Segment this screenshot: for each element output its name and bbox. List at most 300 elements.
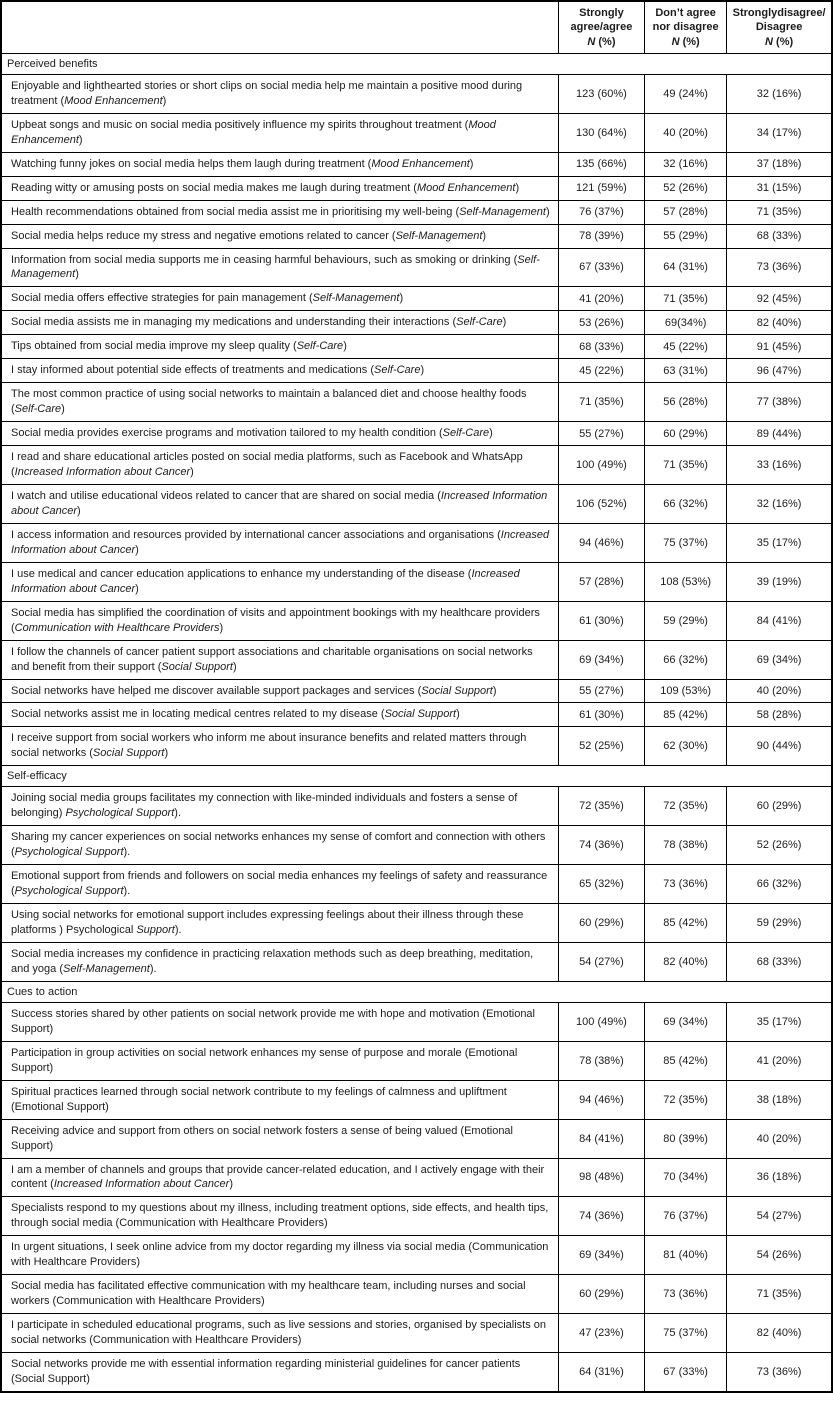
statement-segment: ): [515, 181, 520, 194]
value-strongly-agree: 53 (26%): [558, 311, 644, 335]
value-disagree: 32 (16%): [727, 74, 832, 113]
statement-segment: I use medical and cancer education applications to enhance my understanding of the disease (: [11, 567, 472, 580]
n-symbol: N: [587, 35, 596, 48]
statement-text: [1, 287, 558, 311]
table-header: [1, 1, 832, 53]
value-neutral: 75 (37%): [645, 1314, 727, 1353]
statement-category-italic: Increased Information about Cancer: [11, 528, 550, 556]
table-row: [1, 727, 832, 766]
statement-segment: ): [232, 660, 237, 673]
statement-category-italic: Self-Care: [14, 403, 62, 416]
value-disagree: 91 (45%): [727, 335, 832, 359]
statement-text: [1, 1158, 558, 1197]
statement-category-italic: Increased Information about Cancer: [53, 1178, 230, 1191]
statement-category-italic: Social Support: [384, 708, 457, 721]
value-strongly-agree: 135 (66%): [558, 152, 644, 176]
statement-segment: The most common practice of using social networks to maintain a balanced diet and choose healthy foods (: [11, 388, 527, 416]
table-body: [1, 53, 832, 1392]
table-row: [1, 200, 832, 224]
value-disagree: 33 (16%): [727, 446, 832, 485]
table-row: [1, 679, 832, 703]
value-disagree: 71 (35%): [727, 1275, 832, 1314]
value-disagree: 89 (44%): [727, 422, 832, 446]
statement-text: [1, 176, 558, 200]
value-disagree: 68 (33%): [727, 224, 832, 248]
column-header-n-label: [647, 35, 724, 49]
statement-segment: ): [164, 747, 169, 760]
table-row: [1, 1041, 832, 1080]
statement-text: [1, 601, 558, 640]
table-row: [1, 1080, 832, 1119]
statement-segment: ): [545, 205, 550, 218]
statement-text: [1, 248, 558, 287]
table-row: [1, 176, 832, 200]
n-percent-label: (%): [773, 35, 794, 48]
table-row: [1, 359, 832, 383]
table-row: [1, 1236, 832, 1275]
value-strongly-agree: 54 (27%): [558, 942, 644, 981]
statement-text: [1, 727, 558, 766]
value-neutral: 70 (34%): [645, 1158, 727, 1197]
value-neutral: 81 (40%): [645, 1236, 727, 1275]
statement-text: [1, 485, 558, 524]
statement-text: [1, 1119, 558, 1158]
value-strongly-agree: 84 (41%): [558, 1119, 644, 1158]
value-neutral: 73 (36%): [645, 865, 727, 904]
statement-segment: ): [492, 684, 497, 697]
statement-category-italic: Increased Information about Cancer: [11, 490, 548, 517]
value-strongly-agree: 74 (36%): [558, 1197, 644, 1236]
table-row: [1, 826, 832, 865]
column-header-label: Strongly agree/agree: [570, 7, 633, 34]
value-strongly-agree: 52 (25%): [558, 727, 644, 766]
statement-text: [1, 1041, 558, 1080]
value-neutral: 85 (42%): [645, 703, 727, 727]
statement-category-italic: Self-Care: [296, 340, 344, 353]
value-disagree: 52 (26%): [727, 826, 832, 865]
statement-category-italic: Social Support: [161, 660, 233, 673]
statement-text: [1, 311, 558, 335]
statement-category-italic: Self-Management: [395, 229, 483, 242]
value-strongly-agree: 55 (27%): [558, 679, 644, 703]
table-row: [1, 311, 832, 335]
value-neutral: 52 (26%): [645, 176, 727, 200]
statement-segment: Social media increases my confidence in practicing relaxation methods such as deep breathing, meditation, and yoga (: [11, 947, 534, 975]
statement-segment: ): [135, 543, 139, 556]
value-neutral: 85 (42%): [645, 1041, 727, 1080]
value-neutral: 69(34%): [645, 311, 727, 335]
column-header-label: Stronglydisagree/ Disagree: [732, 7, 826, 34]
table-row: [1, 1314, 832, 1353]
table-row: [1, 335, 832, 359]
value-strongly-agree: 121 (59%): [558, 176, 644, 200]
statement-category-italic: Self-Management: [62, 962, 150, 975]
statement-category-italic: Communication with Healthcare Providers: [14, 621, 220, 634]
value-strongly-agree: 60 (29%): [558, 1275, 644, 1314]
table-row: [1, 640, 832, 679]
statement-text: [1, 1353, 558, 1392]
statement-category-italic: Self-Care: [456, 316, 503, 329]
value-neutral: 49 (24%): [645, 74, 727, 113]
table-row: [1, 422, 832, 446]
statement-text: [1, 359, 558, 383]
statement-segment: Information from social media supports me in ceasing harmful behaviours, such as smoking or drinking (: [11, 253, 518, 266]
statement-segment: Social media assists me in managing my medications and understanding their interactions (: [11, 316, 457, 329]
table-row: [1, 446, 832, 485]
value-neutral: 56 (28%): [645, 383, 727, 422]
statement-column-header: [1, 1, 558, 53]
value-disagree: 35 (17%): [727, 523, 832, 562]
statement-segment: Social networks provide me with essential information regarding ministerial guidelines for cancer patients (Social Support): [11, 1358, 521, 1385]
value-strongly-agree: 106 (52%): [558, 485, 644, 524]
value-neutral: 85 (42%): [645, 904, 727, 943]
statement-segment: Success stories shared by other patients on social network provide me with hope and motivation (Emotional Support): [11, 1007, 535, 1035]
statement-segment: ): [219, 621, 224, 634]
value-disagree: 38 (18%): [727, 1080, 832, 1119]
statement-segment: Using social networks for emotional support includes expressing feelings about their illness through these platforms ) Psychological: [11, 909, 524, 937]
section-label: Self-efficacy: [1, 766, 832, 787]
value-disagree: 71 (35%): [727, 200, 832, 224]
table-row: [1, 113, 832, 152]
statement-segment: Social networks have helped me discover available support packages and services (: [11, 684, 422, 697]
table-row: [1, 865, 832, 904]
statement-segment: ): [489, 427, 493, 440]
table-row: [1, 1119, 832, 1158]
statement-segment: I read and share educational articles posted on social media platforms, such as Facebook and WhatsApp (: [11, 451, 523, 479]
table-row: [1, 224, 832, 248]
n-percent-label: (%): [679, 35, 700, 48]
n-symbol: N: [765, 35, 773, 48]
value-disagree: 35 (17%): [727, 1002, 832, 1041]
value-neutral: 66 (32%): [645, 640, 727, 679]
value-disagree: 60 (29%): [727, 787, 832, 826]
statement-segment: I am a member of channels and groups that provide cancer-related education, and I actively engage with their content (: [11, 1163, 545, 1191]
statement-text: [1, 1236, 558, 1275]
value-neutral: 73 (36%): [645, 1275, 727, 1314]
statement-segment: ): [482, 229, 487, 242]
statement-text: [1, 1080, 558, 1119]
value-disagree: 73 (36%): [727, 1353, 832, 1392]
value-neutral: 72 (35%): [645, 787, 727, 826]
value-neutral: 76 (37%): [645, 1197, 727, 1236]
value-neutral: 64 (31%): [645, 248, 727, 287]
value-strongly-agree: 60 (29%): [558, 904, 644, 943]
value-neutral: 72 (35%): [645, 1080, 727, 1119]
statement-segment: ): [61, 403, 65, 416]
statement-segment: Social media provides exercise programs and motivation tailored to my health condition (: [11, 427, 443, 440]
statement-segment: Social media has simplified the coordination of visits and appointment bookings with my healthcare providers (: [11, 606, 540, 634]
table-row: [1, 485, 832, 524]
statement-category-italic: Social Support: [421, 684, 493, 697]
statement-segment: Social networks assist me in locating medical centres related to my disease (: [11, 708, 385, 721]
statement-category-italic: Increased Information about Cancer: [14, 466, 191, 479]
value-neutral: 78 (38%): [645, 826, 727, 865]
table-row: [1, 601, 832, 640]
statement-text: [1, 1002, 558, 1041]
statement-segment: Social media offers effective strategies for pain management (: [11, 292, 313, 305]
table-row: [1, 904, 832, 943]
statement-segment: Watching funny jokes on social media helps them laugh during treatment (: [11, 157, 372, 170]
table-row: [1, 152, 832, 176]
statement-segment: ): [77, 504, 81, 517]
value-strongly-agree: 45 (22%): [558, 359, 644, 383]
value-strongly-agree: 55 (27%): [558, 422, 644, 446]
value-strongly-agree: 74 (36%): [558, 826, 644, 865]
section-label: Cues to action: [1, 981, 832, 1002]
statement-segment: ).: [174, 924, 182, 937]
statement-segment: Receiving advice and support from others on social network fosters a sense of being valued (Emotional Support): [11, 1124, 513, 1152]
statement-segment: I follow the channels of cancer patient support associations and charitable organisations on social networks and benefit from their support (: [11, 645, 533, 673]
column-header-neutral: [645, 1, 727, 53]
statement-segment: ).: [123, 846, 131, 859]
statement-category-italic: Support: [136, 924, 175, 937]
value-neutral: 62 (30%): [645, 727, 727, 766]
table-row: [1, 1158, 832, 1197]
statement-segment: ).: [149, 962, 157, 975]
statement-category-italic: Psychological Support: [14, 846, 124, 859]
value-neutral: 75 (37%): [645, 523, 727, 562]
statement-category-italic: Psychological Support: [65, 807, 175, 820]
statement-category-italic: Self-Management: [312, 292, 400, 305]
statement-text: [1, 865, 558, 904]
n-symbol: N: [671, 35, 680, 48]
value-strongly-agree: 130 (64%): [558, 113, 644, 152]
value-neutral: 109 (53%): [645, 679, 727, 703]
statement-category-italic: Self-Management: [11, 253, 540, 281]
table-row: [1, 523, 832, 562]
statement-text: [1, 422, 558, 446]
value-disagree: 31 (15%): [727, 176, 832, 200]
value-disagree: 40 (20%): [727, 679, 832, 703]
statement-text: [1, 942, 558, 981]
column-header-label: Don’t agree nor disagree: [652, 7, 719, 34]
value-disagree: 92 (45%): [727, 287, 832, 311]
table-row: [1, 942, 832, 981]
value-neutral: 108 (53%): [645, 562, 727, 601]
value-strongly-agree: 94 (46%): [558, 523, 644, 562]
table-row: [1, 383, 832, 422]
statement-text: [1, 446, 558, 485]
statement-segment: ): [78, 133, 83, 146]
value-disagree: 82 (40%): [727, 1314, 832, 1353]
value-disagree: 54 (26%): [727, 1236, 832, 1275]
value-strongly-agree: 98 (48%): [558, 1158, 644, 1197]
statement-text: [1, 703, 558, 727]
value-strongly-agree: 78 (39%): [558, 224, 644, 248]
statement-category-italic: Mood Enhancement: [11, 118, 496, 146]
value-disagree: 59 (29%): [727, 904, 832, 943]
table-row: [1, 74, 832, 113]
value-strongly-agree: 94 (46%): [558, 1080, 644, 1119]
value-strongly-agree: 72 (35%): [558, 787, 644, 826]
statement-text: [1, 640, 558, 679]
value-disagree: 82 (40%): [727, 311, 832, 335]
statement-segment: ): [135, 582, 139, 595]
statement-segment: I participate in scheduled educational programs, such as live sessions and stories, organised by specialists on social networks (Communication with Healthcare Providers): [11, 1319, 547, 1347]
statement-text: [1, 113, 558, 152]
column-header-disagree: [727, 1, 832, 53]
statement-category-italic: Mood Enhancement: [371, 157, 470, 170]
statement-segment: ): [162, 94, 167, 107]
value-disagree: 84 (41%): [727, 601, 832, 640]
statement-text: [1, 74, 558, 113]
statement-text: [1, 562, 558, 601]
value-neutral: 45 (22%): [645, 335, 727, 359]
value-disagree: 77 (38%): [727, 383, 832, 422]
value-strongly-agree: 78 (38%): [558, 1041, 644, 1080]
value-neutral: 71 (35%): [645, 446, 727, 485]
statement-category-italic: Self-Care: [442, 427, 490, 440]
statement-category-italic: Psychological Support: [14, 885, 124, 898]
value-strongly-agree: 67 (33%): [558, 248, 644, 287]
statement-category-italic: Increased Information about Cancer: [11, 567, 520, 595]
value-strongly-agree: 69 (34%): [558, 640, 644, 679]
value-strongly-agree: 65 (32%): [558, 865, 644, 904]
section-label: Perceived benefits: [1, 53, 832, 74]
statement-segment: Upbeat songs and music on social media positively influence my spirits throughout treatment (: [11, 118, 469, 131]
value-disagree: 90 (44%): [727, 727, 832, 766]
statement-segment: Sharing my cancer experiences on social networks enhances my sense of comfort and connection with others (: [11, 831, 546, 859]
statement-segment: I stay informed about potential side effects of treatments and medications (: [11, 364, 374, 377]
section-row: [1, 53, 832, 74]
value-neutral: 57 (28%): [645, 200, 727, 224]
value-neutral: 59 (29%): [645, 601, 727, 640]
value-disagree: 34 (17%): [727, 113, 832, 152]
value-disagree: 73 (36%): [727, 248, 832, 287]
statement-segment: I watch and utilise educational videos related to cancer that are shared on social media (: [11, 490, 441, 502]
table-row: [1, 1353, 832, 1392]
value-disagree: 36 (18%): [727, 1158, 832, 1197]
value-disagree: 40 (20%): [727, 1119, 832, 1158]
value-disagree: 58 (28%): [727, 703, 832, 727]
statement-category-italic: Mood Enhancement: [64, 94, 163, 107]
statement-segment: ): [420, 364, 425, 377]
statement-text: [1, 1275, 558, 1314]
table-row: [1, 703, 832, 727]
value-strongly-agree: 123 (60%): [558, 74, 644, 113]
value-neutral: 60 (29%): [645, 422, 727, 446]
table-row: [1, 1197, 832, 1236]
statement-segment: Specialists respond to my questions about my illness, including treatment options, side effects, and health tips, through social media (Communication with Healthcare Providers): [11, 1202, 549, 1230]
statement-segment: ): [229, 1178, 233, 1191]
statement-segment: Tips obtained from social media improve my sleep quality (: [11, 340, 297, 353]
value-strongly-agree: 76 (37%): [558, 200, 644, 224]
statement-text: [1, 152, 558, 176]
value-strongly-agree: 71 (35%): [558, 383, 644, 422]
header-row: [1, 1, 832, 53]
statement-text: [1, 679, 558, 703]
statement-segment: Enjoyable and lighthearted stories or short clips on social media help me maintain a positive mood during treatment (: [11, 79, 523, 107]
statement-segment: Health recommendations obtained from social media assist me in prioritising my well-being (: [11, 205, 460, 218]
value-strongly-agree: 61 (30%): [558, 601, 644, 640]
statement-segment: Emotional support from friends and followers on social media enhances my feelings of safety and reassurance (: [11, 870, 548, 898]
table-row: [1, 1002, 832, 1041]
statement-segment: Reading witty or amusing posts on social media makes me laugh during treatment (: [11, 181, 417, 194]
statement-segment: ).: [123, 885, 131, 898]
statement-segment: Social media helps reduce my stress and negative emotions related to cancer (: [11, 229, 396, 242]
value-disagree: 39 (19%): [727, 562, 832, 601]
table-row: [1, 1275, 832, 1314]
statement-segment: ): [456, 708, 460, 721]
value-neutral: 80 (39%): [645, 1119, 727, 1158]
statement-segment: Spiritual practices learned through social network contribute to my feelings of calmness and upliftment (Emotional Support): [11, 1085, 507, 1113]
statement-segment: ): [343, 340, 347, 353]
statement-text: [1, 1314, 558, 1353]
value-neutral: 55 (29%): [645, 224, 727, 248]
statement-segment: ): [502, 316, 507, 329]
value-disagree: 41 (20%): [727, 1041, 832, 1080]
statement-text: [1, 383, 558, 422]
value-disagree: 54 (27%): [727, 1197, 832, 1236]
value-strongly-agree: 100 (49%): [558, 446, 644, 485]
value-strongly-agree: 61 (30%): [558, 703, 644, 727]
value-neutral: 40 (20%): [645, 113, 727, 152]
statement-segment: Participation in group activities on social network enhances my sense of purpose and morale (Emotional Support): [11, 1046, 518, 1074]
value-strongly-agree: 64 (31%): [558, 1353, 644, 1392]
value-disagree: 32 (16%): [727, 485, 832, 524]
value-strongly-agree: 57 (28%): [558, 562, 644, 601]
statement-text: [1, 224, 558, 248]
value-disagree: 37 (18%): [727, 152, 832, 176]
value-disagree: 68 (33%): [727, 942, 832, 981]
column-header-n-label: [729, 35, 829, 49]
value-neutral: 63 (31%): [645, 359, 727, 383]
statement-segment: ): [469, 157, 474, 170]
section-row: [1, 981, 832, 1002]
value-strongly-agree: 47 (23%): [558, 1314, 644, 1353]
statement-text: [1, 1197, 558, 1236]
value-neutral: 82 (40%): [645, 942, 727, 981]
table-row: [1, 787, 832, 826]
value-strongly-agree: 69 (34%): [558, 1236, 644, 1275]
table-row: [1, 287, 832, 311]
value-neutral: 66 (32%): [645, 485, 727, 524]
statement-text: [1, 523, 558, 562]
statement-segment: ): [190, 466, 194, 479]
statement-category-italic: Self-Management: [459, 205, 546, 218]
value-strongly-agree: 68 (33%): [558, 335, 644, 359]
statement-segment: Joining social media groups facilitates my connection with like-minded individuals and fosters a sense of belonging): [11, 792, 518, 820]
statement-text: [1, 787, 558, 826]
statement-text: [1, 200, 558, 224]
value-disagree: 66 (32%): [727, 865, 832, 904]
value-disagree: 96 (47%): [727, 359, 832, 383]
table-row: [1, 248, 832, 287]
statement-segment: ): [399, 292, 404, 305]
column-header-strongly-agree: [558, 1, 644, 53]
column-header-n-label: [561, 35, 642, 49]
value-neutral: 32 (16%): [645, 152, 727, 176]
statement-segment: ).: [174, 807, 182, 820]
statement-text: [1, 826, 558, 865]
value-disagree: 69 (34%): [727, 640, 832, 679]
table-row: [1, 562, 832, 601]
value-neutral: 67 (33%): [645, 1353, 727, 1392]
statement-segment: ): [75, 268, 79, 281]
value-neutral: 71 (35%): [645, 287, 727, 311]
value-strongly-agree: 41 (20%): [558, 287, 644, 311]
statement-segment: I receive support from social workers who inform me about insurance benefits and related matters through social networks (: [11, 732, 527, 760]
section-row: [1, 766, 832, 787]
value-neutral: 69 (34%): [645, 1002, 727, 1041]
statement-segment: Social media has facilitated effective communication with my healthcare team, including nurses and social workers (Communication with Healthcare Providers): [11, 1280, 526, 1308]
statement-category-italic: Social Support: [92, 747, 165, 760]
value-strongly-agree: 100 (49%): [558, 1002, 644, 1041]
statement-text: [1, 335, 558, 359]
statement-category-italic: Mood Enhancement: [416, 181, 516, 194]
statement-category-italic: Self-Care: [374, 364, 421, 377]
statement-text: [1, 904, 558, 943]
